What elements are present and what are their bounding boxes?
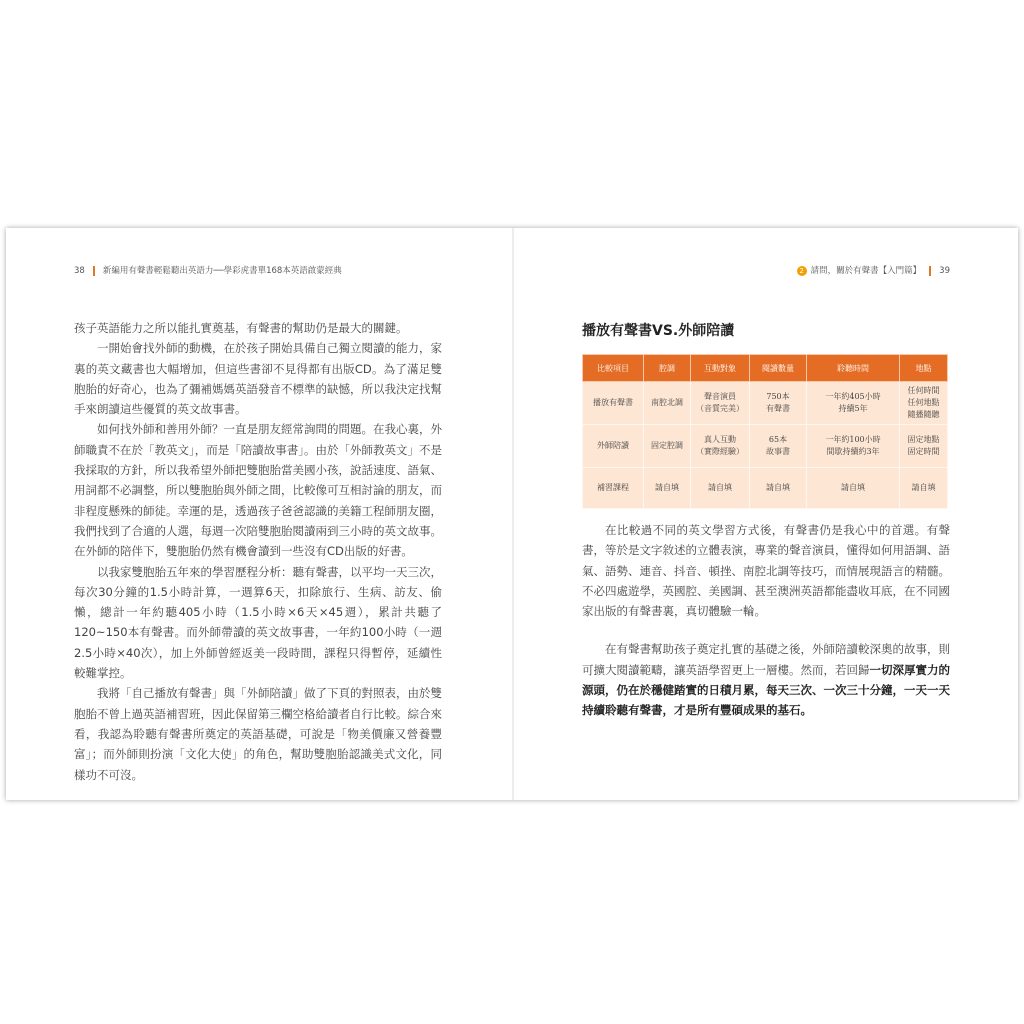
- left-running-title: 新編用有聲書輕鬆聽出英語力──學彩虎書單168本英語啟蒙經典: [102, 266, 342, 276]
- table-cell: 固定腔調: [644, 425, 691, 468]
- table-cell: 固定地點 固定時間: [900, 425, 948, 468]
- table-cell: 補習課程: [583, 468, 644, 509]
- paragraph: 以我家雙胞胎五年來的學習歷程分析：聽有聲書，以平均一天三次，每次30分鐘的1.5小時計算，一週算6天，扣除旅行、生病、訪友、偷懶，總計一年約聽405小時（1.5小時×6天×45週），累計共聽了120~150本有聲書。而外師帶讀的英文故事書，一年約100小時（一週2.5小時×40次），加上外師曾經返美一段時間，課程只得暫停，延續性較難掌控。: [74, 564, 442, 681]
- book-gutter: [512, 228, 514, 800]
- table-cell: 請自填: [750, 468, 807, 509]
- table-cell: 一年約405小時 持續5年: [807, 382, 900, 425]
- emphasized-text: 一切深厚實力的源頭，仍在於穩健踏實的日積月累，每天三次、一次三十分鐘，一天一天持續聆聽有聲書，才是所有豐碩成果的基石。: [582, 662, 950, 718]
- header-divider: [93, 266, 95, 276]
- table-header-cell: 閱讀數量: [750, 355, 807, 382]
- right-page-body: [582, 520, 950, 721]
- left-page-number: 38: [74, 266, 85, 276]
- right-running-title: 請問，關於有聲書【入門篇】: [810, 266, 922, 276]
- table-row: [583, 468, 948, 509]
- table-cell: 真人互動 （實際經驗）: [691, 425, 750, 468]
- right-page-header: [797, 264, 950, 276]
- table-title: 播放有聲書VS.外師陪讀: [582, 323, 735, 339]
- table-cell: 一年約100小時 間歇持續約3年: [807, 425, 900, 468]
- table-cell: 請自填: [807, 468, 900, 509]
- table-cell: 播放有聲書: [583, 382, 644, 425]
- paragraph: [582, 639, 950, 720]
- table-cell: 請自填: [691, 468, 750, 509]
- table-cell: 外師陪讀: [583, 425, 644, 468]
- table-header-cell: 比較項目: [583, 355, 644, 382]
- table-row: [583, 425, 948, 468]
- table-cell: 南腔北調: [644, 382, 691, 425]
- chapter-number-icon: 2: [797, 266, 807, 276]
- paragraph: 我將「自己播放有聲書」與「外師陪讀」做了下頁的對照表，由於雙胞胎不曾上過英語補習班，因此保留第三欄空格給讀者自行比較。綜合來看，我認為聆聽有聲書所奠定的英語基礎，可說是「物美價廉又營養豐富」；而外師則扮演「文化大使」的角色，幫助雙胞胎認識美式文化，同樣功不可沒。: [74, 686, 442, 782]
- paragraph: 一開始會找外師的動機，在於孩子開始具備自己獨立閱讀的能力，家裏的英文藏書也大幅增加，但這些書卻不見得都有出版CD。為了滿足雙胞胎的好奇心，也為了彌補媽媽英語發音不標準的缺憾，所以我決定找幫手來朗讀這些優質的英文故事書。: [74, 341, 442, 417]
- table-header-cell: 互動對象: [691, 355, 750, 382]
- table-header-cell: 地點: [900, 355, 948, 382]
- paragraph-text: 在有聲書幫助孩子奠定扎實的基礎之後，外師陪讀較深奧的故事，則可擴大閱讀範疇，讓英語學習更上一層樓。然而，若回歸: [582, 642, 950, 677]
- comparison-table: [582, 354, 948, 509]
- table-cell: 請自填: [900, 468, 948, 509]
- table-cell: 65本 故事書: [750, 425, 807, 468]
- paragraph: 孩子英語能力之所以能扎實奠基，有聲書的幫助仍是最大的關鍵。: [74, 321, 408, 335]
- table-cell: 750本 有聲書: [750, 382, 807, 425]
- table-header-cell: 聆聽時間: [807, 355, 900, 382]
- paragraph: 如何找外師和善用外師？一直是朋友經常詢問的問題。在我心裏，外師職責不在於「教英文」，而是「陪讀故事書」。由於「外師教英文」不是我採取的方針，所以我希望外師把雙胞胎當美國小孩，說話速度、語氣、用詞都不必調整，所以雙胞胎與外師之間，比較像可互相討論的朋友，而非程度懸殊的師徒。幸運的是，透過孩子爸爸認識的美籍工程師朋友圈，我們找到了合適的人選，每週一次陪雙胞胎閱讀兩到三小時的英文故事。在外師的陪伴下，雙胞胎仍然有機會讀到一些沒有CD出版的好書。: [74, 422, 442, 559]
- header-divider: [929, 266, 931, 276]
- right-page-number: 39: [939, 266, 950, 276]
- table-cell: 請自填: [644, 468, 691, 509]
- table-header-cell: 腔調: [644, 355, 691, 382]
- paragraph: 在比較過不同的英文學習方式後，有聲書仍是我心中的首選。有聲書，等於是文字敘述的立體表演，專業的聲音演員，懂得如何用語調、語氣、語勢、連音、抖音、頓挫、南腔北調等技巧，而情展現語言的精髓。不必四處遊學，英國腔、美國調、甚至澳洲英語都能盡收耳底，在不同國家出版的有聲書裏，真切體驗一輪。: [582, 523, 950, 619]
- table-cell: 聲音演員 （音質完美）: [691, 382, 750, 425]
- table-row: [583, 382, 948, 425]
- left-page-body: [74, 318, 442, 785]
- table-cell: 任何時間 任何地點 隨播隨聽: [900, 382, 948, 425]
- left-page-header: [74, 264, 342, 276]
- table-header-row: [583, 355, 948, 382]
